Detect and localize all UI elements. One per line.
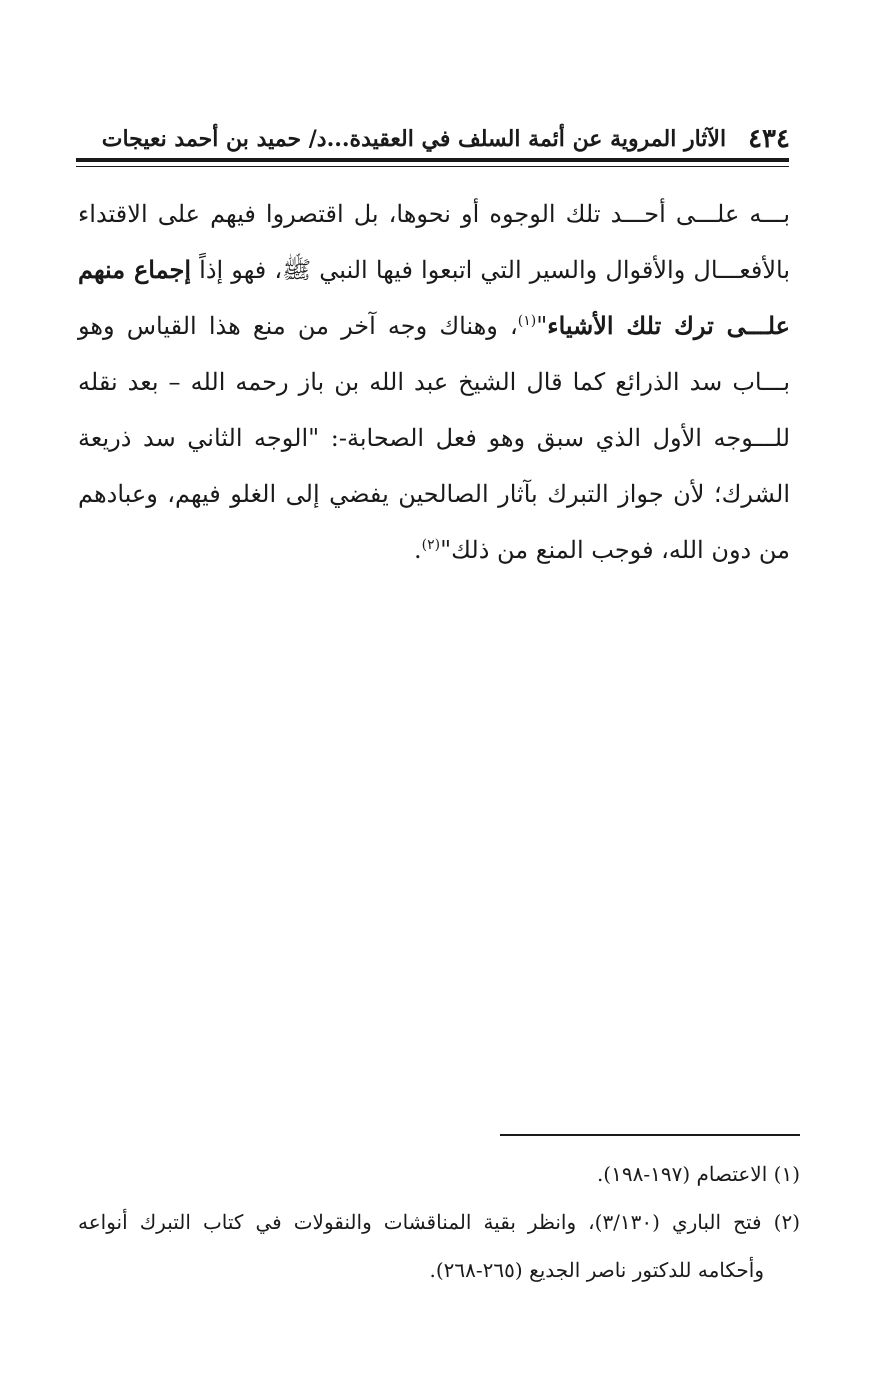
header-rule-thick: [76, 158, 789, 162]
text-line-3: [78, 298, 790, 354]
text-line-4: بـــاب سد الذرائع كما قال الشيخ عبد الله بن باز رحمه الله – بعد نقله: [78, 368, 791, 396]
running-title: الآثار المروية عن أئمة السلف في العقيدة...د/ حميد بن أحمد نعيجات: [101, 126, 727, 152]
footnote-ref-2: (٢): [421, 537, 441, 553]
page-header: [78, 108, 790, 154]
text-line-2-start: بالأفعـــال والأقوال والسير التي اتبعوا فيها النبي ﷺ، فهو إذاً: [191, 256, 791, 284]
footnote-2-line-2: وأحكامه للدكتور ناصر الجديع (٢٦٥-٢٦٨).: [429, 1258, 764, 1282]
text-line-3-quote: ": [536, 312, 548, 340]
text-line-1: بـــه علـــى أحـــد تلك الوجوه أو نحوها، بل اقتصروا فيهم على الاقتداء: [78, 200, 790, 228]
footnote-separator: [500, 1134, 800, 1136]
main-text: [78, 186, 790, 578]
footnotes: [78, 1150, 800, 1294]
text-line-7-text: من دون الله، فوجب المنع من ذلك": [440, 536, 790, 564]
header-rule-thin: [76, 166, 789, 167]
text-line-2: [78, 242, 790, 298]
footnote-1: (١) الاعتصام (١٩٧-١٩٨).: [596, 1162, 800, 1186]
text-line-3-bold: علـــى ترك تلك الأشياء: [547, 311, 791, 340]
text-line-5: للـــوجه الأول الذي سبق وهو فعل الصحابة-: "الوجه الثاني سد ذريعة: [78, 424, 790, 452]
text-line-3-rest: ، وهناك وجه آخر من منع هذا القياس وهو: [78, 312, 518, 340]
page-number: ٤٣٤: [748, 124, 790, 154]
text-line-7: [78, 522, 790, 578]
text-line-6: الشرك؛ لأن جواز التبرك بآثار الصالحين يفضي إلى الغلو فيهم، وعبادهم: [78, 480, 790, 508]
footnote-ref-1: (١): [517, 313, 537, 329]
footnote-2-line-1: (٢) فتح الباري (٣/١٣٠)، وانظر بقية المناقشات والنقولات في كتاب التبرك أنواعه: [78, 1210, 800, 1234]
text-line-2-bold: إجماع منهم: [78, 255, 192, 284]
text-line-7-end: .: [414, 536, 422, 564]
